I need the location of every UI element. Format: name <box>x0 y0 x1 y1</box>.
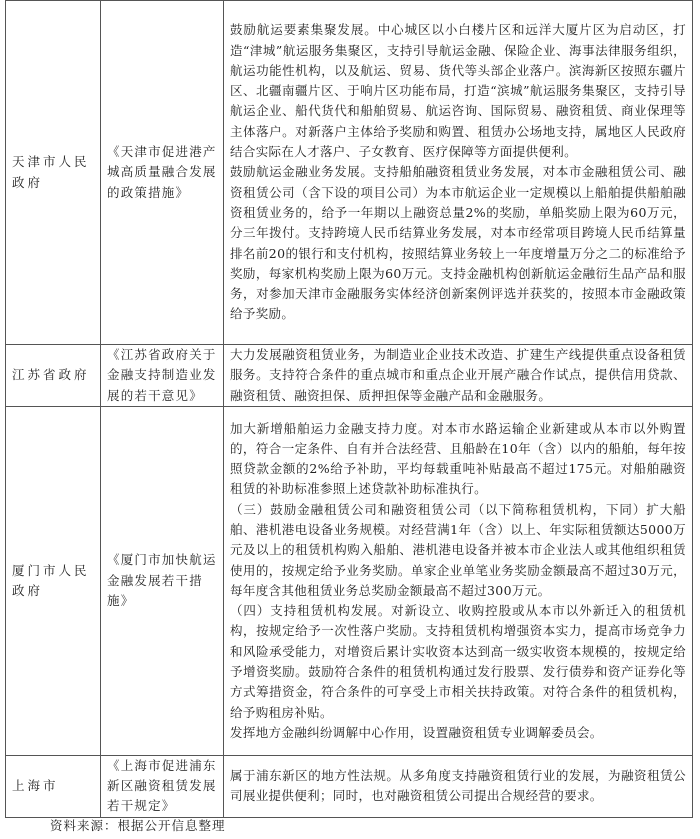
policy-paragraph: 鼓励航运要素集聚发展。中心城区以小白楼片区和远洋大厦片区为启动区，打造“津城”航运服务集聚区，支持引导航运金融、保险企业、海事法律服务组织，航运功能性机构，以及航运、贸易、货代等头部企业落户。滨海新区按照东疆片区、北疆南疆片区、于响片区功能布局，打造“滨城”航运服务集聚区，支持引导航运企业、船代货代和船舶贸易、航运咨询、国际贸易、融资租赁、商业保理等主体落户。对新落户主体给予奖励和购置、租赁办公场地支持，属地区人民政府结合实际在人才落户、子女教育、医疗保障等方面提供便利。 <box>230 22 686 160</box>
table-row <box>6 1 693 345</box>
policy-paragraph: 发挥地方金融纠纷调解中心作用，设置融资租赁专业调解委员会。 <box>230 724 603 740</box>
table-row <box>6 755 693 817</box>
policy-content-cell <box>224 345 693 407</box>
issuer-cell: 天津市人民政府 <box>6 1 101 345</box>
document-title-cell: 《厦门市加快航运金融发展若干措施》 <box>101 406 224 755</box>
document-title-cell: 《天津市促进港产城高质量融合发展的政策措施》 <box>101 1 224 345</box>
policy-paragraph: 属于浦东新区的地方性法规。从多角度支持融资租赁行业的发展，为融资租赁公司展业提供便利；同时，也对融资租赁公司提出合规经营的要求。 <box>230 768 686 804</box>
policy-table <box>5 0 693 818</box>
policy-paragraph: （四）支持租赁机构发展。对新设立、收购控股或从本市以外新迁入的租赁机构，按规定给予一次性落户奖励。支持租赁机构增强资本实力，提高市场竞争力和风险承受能力，对增资后累计实收资本达到高一级实收资本规模的，按规定给予增资奖励。鼓励符合条件的租赁机构通过发行股票、发行债券和资产证券化等方式筹措资金，符合条件的可享受上市相关扶持政策。对符合条件的租赁机构，给予购租房补贴。 <box>230 603 686 720</box>
source-note: 资料来源：根据公开信息整理 <box>50 818 226 833</box>
policy-content-cell <box>224 1 693 345</box>
document-title-cell: 《上海市促进浦东新区融资租赁发展若干规定》 <box>101 755 224 817</box>
table-row <box>6 345 693 407</box>
issuer-cell: 上海市 <box>6 755 101 817</box>
policy-paragraph: 鼓励航运金融业务发展。支持船舶融资租赁业务发展，对本市金融租赁公司、融资租赁公司（含下设的项目公司）为本市航运企业一定规模以上船舶提供船舶融资租赁业务的，给予一年期以上融资总量2%的奖励，单船奖励上限为60万元，分三年拨付。支持跨境人民币结算业务发展，对本市经常项目跨境人民币结算量排名前20的银行和支付机构，按照结算业务较上一年度增量万分之二的标准给予奖励，每家机构奖励上限为60万元。支持金融机构创新航运金融衍生品产品和服务，对参加天津市金融服务实体经济创新案例评选并获奖的，按照本市金融政策给予奖励。 <box>230 164 686 322</box>
issuer-cell: 江苏省政府 <box>6 345 101 407</box>
policy-content-cell <box>224 755 693 817</box>
document-title-cell: 《江苏省政府关于金融支持制造业发展的若干意见》 <box>101 345 224 407</box>
issuer-cell: 厦门市人民政府 <box>6 406 101 755</box>
policy-paragraph: 大力发展融资租赁业务，为制造业企业技术改造、扩建生产线提供重点设备租赁服务。支持符合条件的重点城市和重点企业开展产融合作试点，提供信用贷款、融资租赁、融资担保、质押担保等金融产品和金融服务。 <box>230 347 686 403</box>
policy-paragraph: （三）鼓励金融租赁公司和融资租赁公司（以下简称租赁机构，下同）扩大船舶、港机港电设备业务规模。对经营满1年（含）以上、年实际租赁额达5000万元及以上的租赁机构购入船舶、港机港电设备并被本市企业法人或其他组织租赁使用的，按规定给予业务奖励。单家企业单笔业务奖励金额最高不超过30万元，每年度含其他租赁业务总奖励金额最高不超过300万元。 <box>230 501 686 598</box>
policy-content-cell <box>224 406 693 755</box>
table-row <box>6 406 693 755</box>
policy-paragraph: 加大新增船舶运力金融支持力度。对本市水路运输企业新建或从本市以外购置的，符合一定条件、自有并合法经营、且船龄在10年（含）以内的船舶，每年按照贷款金额的2%给予补助，平均每载重吨补贴最高不超过175元。对船舶融资租赁的补助标准参照上述贷款补助标准执行。 <box>230 420 686 497</box>
